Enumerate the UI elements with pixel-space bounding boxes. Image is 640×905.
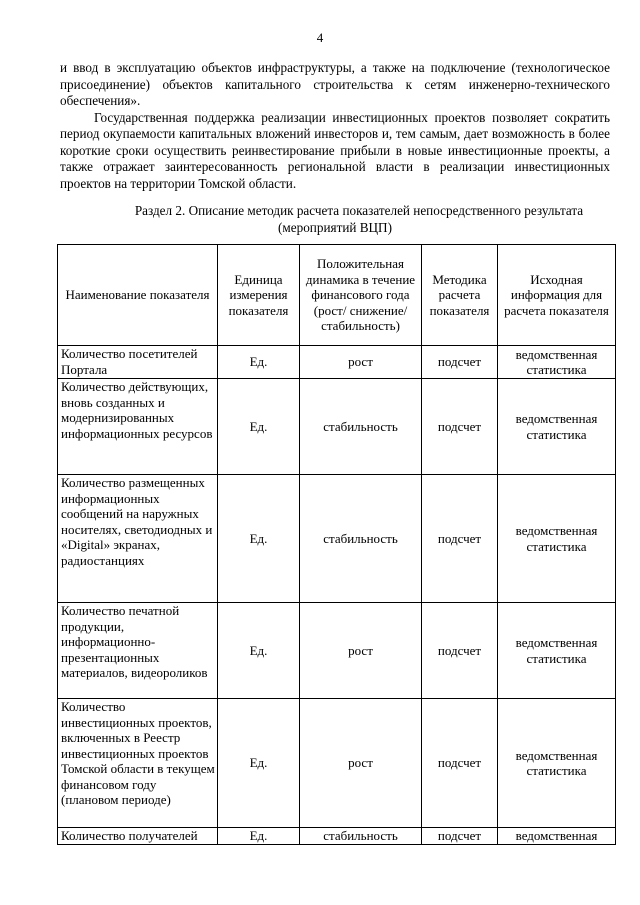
table-row bbox=[58, 699, 616, 828]
page-number: 4 bbox=[316, 30, 324, 45]
table-row bbox=[58, 346, 616, 379]
table-row bbox=[58, 828, 616, 845]
body-text bbox=[60, 60, 610, 192]
section-title-line-2: (мероприятий ВЦП) bbox=[278, 219, 392, 235]
cell-name: Количество инвестиционных проектов, включенных в Реестр инвестиционных проектов Томской области в текущем финансовом году (плановом периоде) bbox=[58, 699, 218, 828]
cell-unit: Ед. bbox=[218, 379, 300, 475]
cell-unit: Ед. bbox=[218, 603, 300, 699]
cell-method: подсчет bbox=[422, 828, 498, 845]
table-row bbox=[58, 603, 616, 699]
table-row bbox=[58, 475, 616, 603]
cell-dynamics: рост bbox=[300, 603, 422, 699]
indicators-table bbox=[57, 244, 616, 845]
cell-source: ведомственная статистика bbox=[498, 699, 616, 828]
cell-name: Количество действующих, вновь созданных и модернизированных информационных ресурсов bbox=[58, 379, 218, 475]
cell-dynamics: стабильность bbox=[300, 828, 422, 845]
cell-unit: Ед. bbox=[218, 475, 300, 603]
cell-source: ведомственная статистика bbox=[498, 475, 616, 603]
cell-method: подсчет bbox=[422, 379, 498, 475]
header-name: Наименование показателя bbox=[58, 245, 218, 346]
cell-dynamics: стабильность bbox=[300, 379, 422, 475]
cell-method: подсчет bbox=[422, 699, 498, 828]
cell-method: подсчет bbox=[422, 475, 498, 603]
paragraph-continuation: и ввод в эксплуатацию объектов инфраструктуры, а также на подключение (технологическое присоединение) объектов капитального строительства к сетям инженерно-технического обеспечения». bbox=[60, 60, 610, 108]
header-dynamics: Положительная динамика в течение финансового года (рост/ снижение/ стабильность) bbox=[300, 245, 422, 346]
table-header-row bbox=[58, 245, 616, 346]
cell-dynamics: стабильность bbox=[300, 475, 422, 603]
table-row bbox=[58, 379, 616, 475]
cell-name: Количество печатной продукции, информационно-презентационных материалов, видеороликов bbox=[58, 603, 218, 699]
cell-unit: Ед. bbox=[218, 346, 300, 379]
cell-source: ведомственная статистика bbox=[498, 603, 616, 699]
cell-dynamics: рост bbox=[300, 346, 422, 379]
cell-name: Количество размещенных информационных сообщений на наружных носителях, светодиодных и «Digital» экранах, радиостанциях bbox=[58, 475, 218, 603]
header-source: Исходная информация для расчета показателя bbox=[498, 245, 616, 346]
cell-source: ведомственная bbox=[498, 828, 616, 845]
cell-dynamics: рост bbox=[300, 699, 422, 828]
cell-unit: Ед. bbox=[218, 828, 300, 845]
cell-name: Количество получателей bbox=[58, 828, 218, 845]
cell-unit: Ед. bbox=[218, 699, 300, 828]
header-unit: Единица измерения показателя bbox=[218, 245, 300, 346]
paragraph-state-support: Государственная поддержка реализации инвестиционных проектов позволяет сократить период окупаемости капитальных вложений инвесторов и, тем самым, дает возможность в более короткие сроки осуществить реинвестирование прибыли в новые инвестиционные проекты, а также отражает заинтересованность региональной власти в реализации инвестиционных проектов на территории Томской области. bbox=[60, 109, 610, 191]
section-title-line-1: Раздел 2. Описание методик расчета показателей непосредственного результата bbox=[134, 203, 584, 218]
cell-name: Количество посетителей Портала bbox=[58, 346, 218, 379]
cell-method: подсчет bbox=[422, 346, 498, 379]
cell-source: ведомственная статистика bbox=[498, 379, 616, 475]
cell-source: ведомственная статистика bbox=[498, 346, 616, 379]
header-method: Методика расчета показателя bbox=[422, 245, 498, 346]
section-title bbox=[60, 203, 610, 236]
cell-method: подсчет bbox=[422, 603, 498, 699]
